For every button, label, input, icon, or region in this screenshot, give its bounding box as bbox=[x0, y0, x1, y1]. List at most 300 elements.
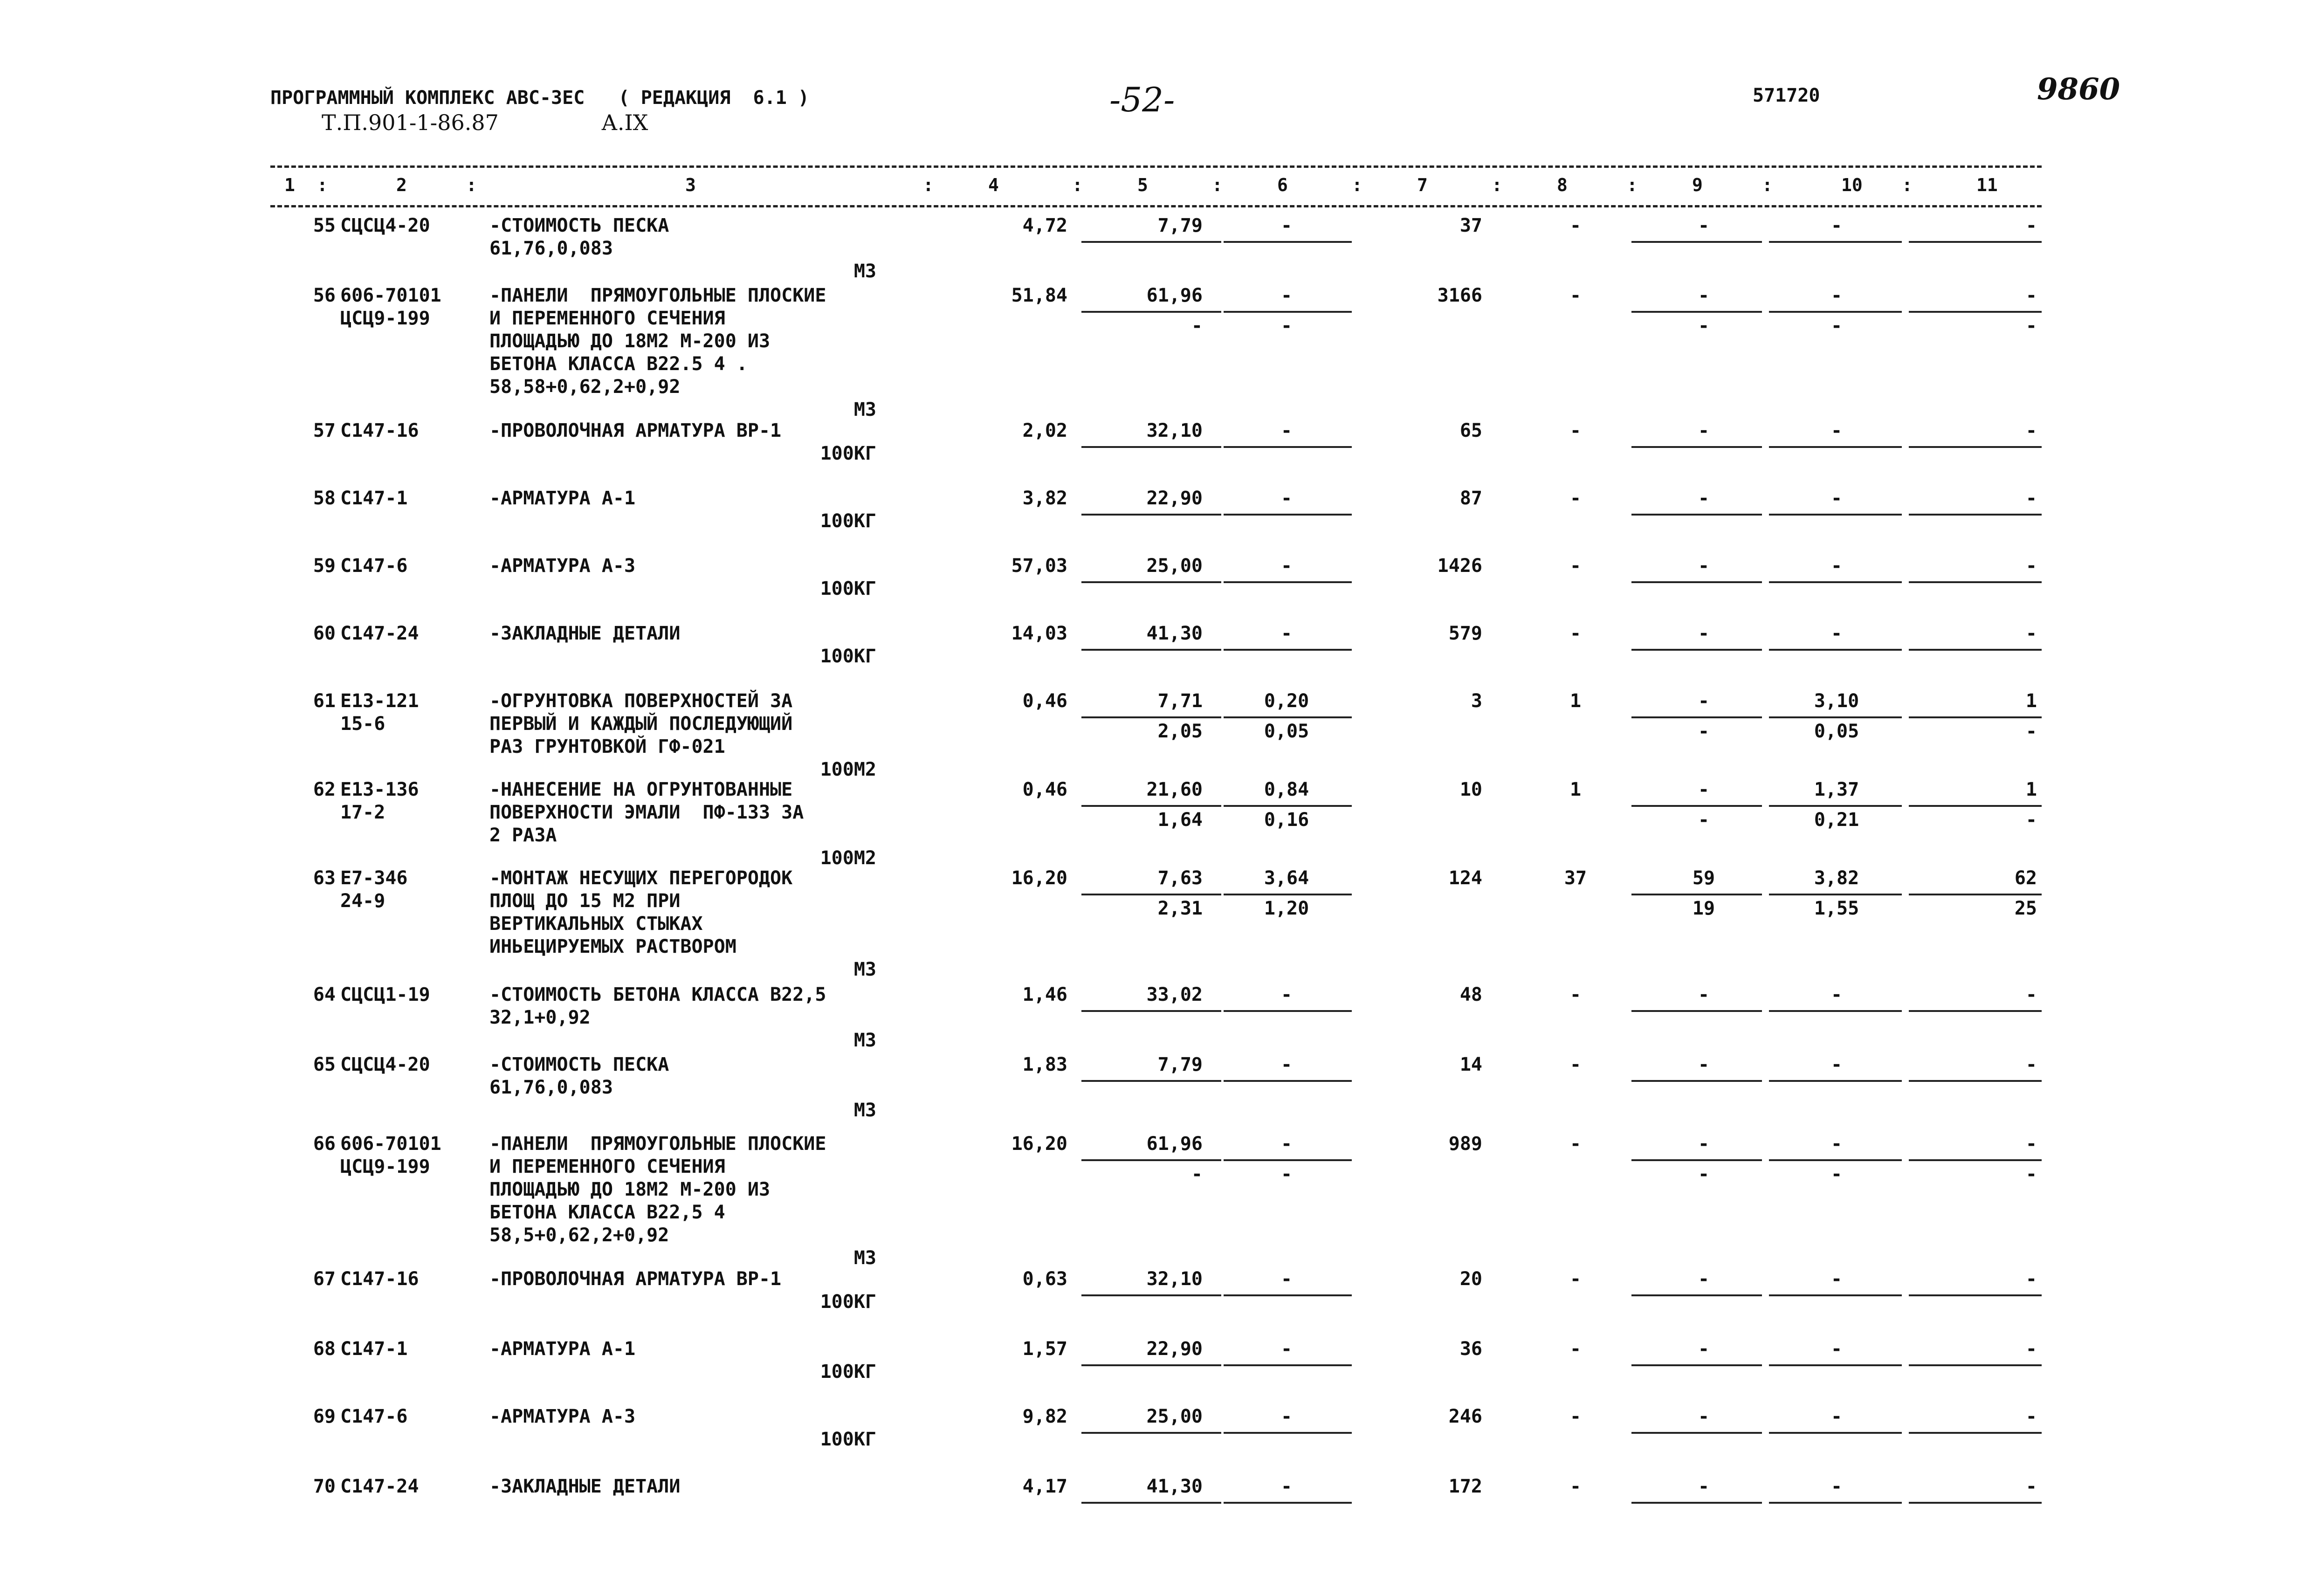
value-c4: 16,20 bbox=[1011, 1133, 1067, 1155]
unit-label: 100КГ bbox=[820, 1361, 876, 1383]
row-number: 63 bbox=[313, 867, 336, 889]
cell-divider-line bbox=[1631, 1294, 1762, 1296]
value-c11: - bbox=[2025, 420, 2037, 441]
cell-divider-line bbox=[1909, 1080, 2042, 1082]
value-c5: 21,60 bbox=[1146, 779, 1203, 800]
value-c7: 48 bbox=[1459, 984, 1482, 1005]
value-c10: 3,82 bbox=[1814, 867, 1859, 889]
value-c7: 246 bbox=[1448, 1406, 1482, 1427]
column-separator: : bbox=[317, 175, 328, 195]
value-c9b: 19 bbox=[1692, 898, 1715, 919]
table-row bbox=[0, 1405, 2312, 1471]
value-c11: - bbox=[2025, 1338, 2037, 1360]
value-c4: 57,03 bbox=[1011, 555, 1067, 577]
cell-divider-line bbox=[1769, 1364, 1902, 1366]
row-number: 62 bbox=[313, 779, 336, 800]
value-c11: 62 bbox=[2014, 867, 2037, 889]
cell-divider-line bbox=[1081, 311, 1221, 313]
value-c11: 1 bbox=[2025, 690, 2037, 712]
value-c4: 0,46 bbox=[1022, 779, 1067, 800]
value-c5b: 2,31 bbox=[1157, 898, 1203, 919]
cell-divider-line bbox=[1909, 1010, 2042, 1012]
value-c9: - bbox=[1698, 215, 1710, 236]
header-top-rule bbox=[270, 165, 2042, 168]
value-c8: - bbox=[1569, 1338, 1582, 1360]
rate-code: СЦСЦ4-20 bbox=[340, 215, 430, 236]
value-c7: 87 bbox=[1459, 488, 1482, 509]
column-separator: : bbox=[1762, 175, 1773, 195]
value-c7: 14 bbox=[1459, 1054, 1482, 1075]
work-description: ИНЬЕЦИРУЕМЫХ РАСТВОРОМ bbox=[489, 936, 736, 957]
rate-code: С147-6 bbox=[340, 555, 408, 577]
unit-label: М3 bbox=[853, 959, 876, 980]
value-c10: - bbox=[1830, 555, 1843, 577]
rate-code: Е7-346 bbox=[340, 867, 408, 889]
value-c4: 0,63 bbox=[1022, 1268, 1067, 1290]
row-number: 64 bbox=[313, 984, 336, 1005]
cell-divider-line bbox=[1224, 716, 1352, 718]
value-c5: 32,10 bbox=[1146, 420, 1203, 441]
cell-divider-line bbox=[1769, 1010, 1902, 1012]
value-c5b: - bbox=[1191, 1163, 1203, 1185]
unit-label: 100КГ bbox=[820, 510, 876, 532]
table-row bbox=[0, 1268, 2312, 1333]
cell-divider-line bbox=[1909, 581, 2042, 583]
value-c7: 37 bbox=[1459, 215, 1482, 236]
value-c4: 3,82 bbox=[1022, 488, 1067, 509]
cell-divider-line bbox=[1224, 649, 1352, 651]
value-c10: - bbox=[1830, 1268, 1843, 1290]
value-c8: - bbox=[1569, 488, 1582, 509]
value-c8: - bbox=[1569, 555, 1582, 577]
value-c6b: 1,20 bbox=[1264, 898, 1309, 919]
value-c11: - bbox=[2025, 1476, 2037, 1497]
cell-divider-line bbox=[1909, 1364, 2042, 1366]
value-c10b: 0,21 bbox=[1814, 809, 1859, 831]
cell-divider-line bbox=[1631, 1502, 1762, 1504]
value-c9: - bbox=[1698, 1406, 1710, 1427]
rate-code: С147-1 bbox=[340, 1338, 408, 1360]
value-c11: - bbox=[2025, 215, 2037, 236]
value-c6: - bbox=[1280, 984, 1293, 1005]
rate-code: 17-2 bbox=[340, 802, 385, 823]
value-c7: 172 bbox=[1448, 1476, 1482, 1497]
cell-divider-line bbox=[1909, 805, 2042, 807]
work-description: -СТОИМОСТЬ ПЕСКА bbox=[489, 1054, 669, 1075]
value-c4: 16,20 bbox=[1011, 867, 1067, 889]
value-c6: - bbox=[1280, 420, 1293, 441]
work-description: -МОНТАЖ НЕСУЩИХ ПЕРЕГОРОДОК bbox=[489, 867, 793, 889]
cell-divider-line bbox=[1631, 514, 1762, 516]
cell-divider-line bbox=[1081, 1502, 1221, 1504]
cell-divider-line bbox=[1769, 1294, 1902, 1296]
column-number: 2 bbox=[396, 175, 407, 195]
row-number: 60 bbox=[313, 623, 336, 644]
unit-label: 100М2 bbox=[820, 847, 876, 869]
cell-divider-line bbox=[1224, 1080, 1352, 1082]
cell-divider-line bbox=[1631, 1159, 1762, 1161]
value-c9: - bbox=[1698, 285, 1710, 306]
value-c9: - bbox=[1698, 420, 1710, 441]
value-c11: - bbox=[2025, 984, 2037, 1005]
cell-divider-line bbox=[1631, 805, 1762, 807]
value-c6: - bbox=[1280, 285, 1293, 306]
value-c9: - bbox=[1698, 555, 1710, 577]
cell-divider-line bbox=[1909, 649, 2042, 651]
value-c5: 25,00 bbox=[1146, 1406, 1203, 1427]
value-c9: - bbox=[1698, 1268, 1710, 1290]
column-separator: : bbox=[1902, 175, 1913, 195]
cell-divider-line bbox=[1909, 1159, 2042, 1161]
value-c5: 7,79 bbox=[1157, 215, 1203, 236]
value-c6b: 0,05 bbox=[1264, 721, 1309, 742]
table-row bbox=[0, 1053, 2312, 1119]
work-description: ВЕРТИКАЛЬНЫХ СТЫКАХ bbox=[489, 913, 703, 935]
value-c6: - bbox=[1280, 1133, 1293, 1155]
rate-code: ЦСЦ9-199 bbox=[340, 1156, 430, 1177]
cell-divider-line bbox=[1631, 581, 1762, 583]
unit-label: М3 bbox=[853, 1100, 876, 1121]
value-c5: 33,02 bbox=[1146, 984, 1203, 1005]
cell-divider-line bbox=[1769, 1502, 1902, 1504]
value-c11b: 25 bbox=[2014, 898, 2037, 919]
row-number: 66 bbox=[313, 1133, 336, 1155]
cell-divider-line bbox=[1224, 514, 1352, 516]
row-number: 68 bbox=[313, 1338, 336, 1360]
work-description: -ПРОВОЛОЧНАЯ АРМАТУРА ВР-1 bbox=[489, 420, 782, 441]
rate-code: С147-16 bbox=[340, 1268, 419, 1290]
rate-code: Е13-136 bbox=[340, 779, 419, 800]
value-c11b: - bbox=[2025, 721, 2037, 742]
value-c6b: - bbox=[1280, 1163, 1293, 1185]
column-number: 7 bbox=[1417, 175, 1428, 195]
value-c8: - bbox=[1569, 1268, 1582, 1290]
value-c6: - bbox=[1280, 1476, 1293, 1497]
value-c6: - bbox=[1280, 1054, 1293, 1075]
work-description: РАЗ ГРУНТОВКОЙ ГФ-021 bbox=[489, 736, 725, 757]
value-c9b: - bbox=[1698, 1163, 1710, 1185]
value-c11: - bbox=[2025, 623, 2037, 644]
work-description: И ПЕРЕМЕННОГО СЕЧЕНИЯ bbox=[489, 308, 725, 329]
value-c8: - bbox=[1569, 1406, 1582, 1427]
work-description: БЕТОНА КЛАССА В22,5 4 bbox=[489, 1202, 725, 1223]
cell-divider-line bbox=[1909, 514, 2042, 516]
unit-label: М3 bbox=[853, 261, 876, 282]
row-number: 70 bbox=[313, 1476, 336, 1497]
value-c6b: - bbox=[1280, 315, 1293, 337]
value-c4: 1,46 bbox=[1022, 984, 1067, 1005]
value-c9: - bbox=[1698, 1338, 1710, 1360]
cell-divider-line bbox=[1081, 581, 1221, 583]
column-separator: : bbox=[1072, 175, 1083, 195]
cell-divider-line bbox=[1081, 241, 1221, 243]
column-separator: : bbox=[466, 175, 477, 195]
cell-divider-line bbox=[1769, 1432, 1902, 1434]
column-number: 10 bbox=[1841, 175, 1863, 195]
work-description: -АРМАТУРА А-1 bbox=[489, 1338, 636, 1360]
value-c7: 3 bbox=[1471, 690, 1482, 712]
value-c10: - bbox=[1830, 1476, 1843, 1497]
cell-divider-line bbox=[1769, 649, 1902, 651]
cell-divider-line bbox=[1081, 1159, 1221, 1161]
value-c7: 20 bbox=[1459, 1268, 1482, 1290]
cell-divider-line bbox=[1909, 311, 2042, 313]
value-c10: - bbox=[1830, 1133, 1843, 1155]
work-description: -ПРОВОЛОЧНАЯ АРМАТУРА ВР-1 bbox=[489, 1268, 782, 1290]
page-number: -52- bbox=[1109, 80, 1175, 119]
cell-divider-line bbox=[1769, 716, 1902, 718]
value-c5: 41,30 bbox=[1146, 1476, 1203, 1497]
cell-divider-line bbox=[1769, 805, 1902, 807]
work-description: -НАНЕСЕНИЕ НА ОГРУНТОВАННЫЕ bbox=[489, 779, 793, 800]
value-c10: - bbox=[1830, 1054, 1843, 1075]
work-description: ПЕРВЫЙ И КАЖДЫЙ ПОСЛЕДУЮЩИЙ bbox=[489, 713, 793, 735]
rate-code: 606-70101 bbox=[340, 285, 441, 306]
row-number: 65 bbox=[313, 1054, 336, 1075]
rate-code: С147-16 bbox=[340, 420, 419, 441]
work-description: ПЛОЩАДЬЮ ДО 18М2 М-200 ИЗ bbox=[489, 1179, 771, 1200]
cell-divider-line bbox=[1081, 649, 1221, 651]
cell-divider-line bbox=[1224, 1502, 1352, 1504]
value-c5: 22,90 bbox=[1146, 488, 1203, 509]
value-c7: 579 bbox=[1448, 623, 1482, 644]
table-row bbox=[0, 690, 2312, 780]
cell-divider-line bbox=[1081, 716, 1221, 718]
unit-label: М3 bbox=[853, 399, 876, 420]
value-c4: 4,72 bbox=[1022, 215, 1067, 236]
work-description: 2 РАЗА bbox=[489, 825, 557, 846]
row-number: 69 bbox=[313, 1406, 336, 1427]
table-row bbox=[0, 420, 2312, 485]
cell-divider-line bbox=[1224, 241, 1352, 243]
rate-code: С147-24 bbox=[340, 1476, 419, 1497]
value-c8: 1 bbox=[1569, 690, 1582, 712]
value-c5: 22,90 bbox=[1146, 1338, 1203, 1360]
unit-label: 100КГ bbox=[820, 443, 876, 464]
table-row bbox=[0, 778, 2312, 869]
work-description: ПОВЕРХНОСТИ ЭМАЛИ ПФ-133 ЗА bbox=[489, 802, 804, 823]
work-description: -ПАНЕЛИ ПРЯМОУГОЛЬНЫЕ ПЛОСКИЕ bbox=[489, 1133, 826, 1155]
cell-divider-line bbox=[1631, 1080, 1762, 1082]
column-number: 4 bbox=[988, 175, 999, 195]
work-description: -ЗАКЛАДНЫЕ ДЕТАЛИ bbox=[489, 1476, 681, 1497]
column-number: 9 bbox=[1692, 175, 1703, 195]
column-number: 6 bbox=[1277, 175, 1288, 195]
cell-divider-line bbox=[1631, 446, 1762, 448]
work-description: 58,5+0,62,2+0,92 bbox=[489, 1225, 669, 1246]
rate-code: Е13-121 bbox=[340, 690, 419, 712]
value-c8: 37 bbox=[1564, 867, 1587, 889]
value-c6: - bbox=[1280, 1268, 1293, 1290]
value-c5: 7,63 bbox=[1157, 867, 1203, 889]
work-description: -АРМАТУРА А-3 bbox=[489, 1406, 636, 1427]
value-c10: 3,10 bbox=[1814, 690, 1859, 712]
row-number: 57 bbox=[313, 420, 336, 441]
value-c11b: - bbox=[2025, 1163, 2037, 1185]
value-c5: 61,96 bbox=[1146, 1133, 1203, 1155]
cell-divider-line bbox=[1631, 716, 1762, 718]
value-c9: - bbox=[1698, 1476, 1710, 1497]
table-row bbox=[0, 214, 2312, 280]
value-c11: - bbox=[2025, 555, 2037, 577]
row-number: 61 bbox=[313, 690, 336, 712]
value-c5b: 1,64 bbox=[1157, 809, 1203, 831]
cell-divider-line bbox=[1769, 581, 1902, 583]
cell-divider-line bbox=[1631, 649, 1762, 651]
cell-divider-line bbox=[1081, 805, 1221, 807]
value-c10: - bbox=[1830, 623, 1843, 644]
cell-divider-line bbox=[1769, 446, 1902, 448]
value-c6: 0,84 bbox=[1264, 779, 1309, 800]
work-description: ПЛОЩАДЬЮ ДО 18М2 М-200 ИЗ bbox=[489, 330, 771, 352]
cell-divider-line bbox=[1769, 241, 1902, 243]
cell-divider-line bbox=[1909, 894, 2042, 895]
value-c9: - bbox=[1698, 779, 1710, 800]
unit-label: 100М2 bbox=[820, 759, 876, 780]
value-c11: - bbox=[2025, 1406, 2037, 1427]
value-c9b: - bbox=[1698, 809, 1710, 831]
work-description: -СТОИМОСТЬ БЕТОНА КЛАССА В22,5 bbox=[489, 984, 826, 1005]
work-description: 61,76,0,083 bbox=[489, 1077, 613, 1098]
value-c11: - bbox=[2025, 1268, 2037, 1290]
value-c8: 1 bbox=[1569, 779, 1582, 800]
cell-divider-line bbox=[1631, 1364, 1762, 1366]
value-c4: 1,57 bbox=[1022, 1338, 1067, 1360]
value-c11: - bbox=[2025, 1054, 2037, 1075]
value-c11b: - bbox=[2025, 809, 2037, 831]
value-c8: - bbox=[1569, 1476, 1582, 1497]
work-description: -ЗАКЛАДНЫЕ ДЕТАЛИ bbox=[489, 623, 681, 644]
column-separator: : bbox=[1212, 175, 1223, 195]
value-c9: - bbox=[1698, 1054, 1710, 1075]
value-c5: 61,96 bbox=[1146, 285, 1203, 306]
cell-divider-line bbox=[1081, 1364, 1221, 1366]
unit-label: М3 bbox=[853, 1247, 876, 1269]
work-description: -СТОИМОСТЬ ПЕСКА bbox=[489, 215, 669, 236]
table-row bbox=[0, 555, 2312, 620]
column-separator: : bbox=[1352, 175, 1362, 195]
value-c10: - bbox=[1830, 285, 1843, 306]
cell-divider-line bbox=[1224, 581, 1352, 583]
work-description: -АРМАТУРА А-3 bbox=[489, 555, 636, 577]
cell-divider-line bbox=[1081, 446, 1221, 448]
header-bottom-rule bbox=[270, 205, 2042, 207]
value-c8: - bbox=[1569, 984, 1582, 1005]
unit-label: 100КГ bbox=[820, 646, 876, 667]
value-c6: 3,64 bbox=[1264, 867, 1309, 889]
cell-divider-line bbox=[1224, 1432, 1352, 1434]
cell-divider-line bbox=[1081, 894, 1221, 895]
value-c11b: - bbox=[2025, 315, 2037, 337]
cell-divider-line bbox=[1224, 311, 1352, 313]
cell-divider-line bbox=[1909, 1502, 2042, 1504]
rate-code: С147-24 bbox=[340, 623, 419, 644]
value-c6b: 0,16 bbox=[1264, 809, 1309, 831]
value-c10: - bbox=[1830, 1406, 1843, 1427]
value-c6: - bbox=[1280, 488, 1293, 509]
value-c11: 1 bbox=[2025, 779, 2037, 800]
value-c5: 25,00 bbox=[1146, 555, 1203, 577]
row-number: 55 bbox=[313, 215, 336, 236]
value-c9b: - bbox=[1698, 721, 1710, 742]
cell-divider-line bbox=[1631, 311, 1762, 313]
cell-divider-line bbox=[1081, 514, 1221, 516]
cell-divider-line bbox=[1769, 514, 1902, 516]
cell-divider-line bbox=[1909, 446, 2042, 448]
rate-code: 15-6 bbox=[340, 713, 385, 735]
cell-divider-line bbox=[1224, 894, 1352, 895]
rate-code: СЦСЦ1-19 bbox=[340, 984, 430, 1005]
value-c10b: 0,05 bbox=[1814, 721, 1859, 742]
rate-code: 606-70101 bbox=[340, 1133, 441, 1155]
value-c5: 7,71 bbox=[1157, 690, 1203, 712]
table-row bbox=[0, 867, 2312, 980]
value-c6: - bbox=[1280, 1338, 1293, 1360]
work-description: И ПЕРЕМЕННОГО СЕЧЕНИЯ bbox=[489, 1156, 725, 1177]
column-number: 8 bbox=[1557, 175, 1568, 195]
value-c8: - bbox=[1569, 215, 1582, 236]
value-c10: - bbox=[1830, 215, 1843, 236]
album-label: А.IX bbox=[601, 110, 648, 135]
rate-code: СЦСЦ4-20 bbox=[340, 1054, 430, 1075]
value-c10: - bbox=[1830, 420, 1843, 441]
value-c9: - bbox=[1698, 690, 1710, 712]
cell-divider-line bbox=[1081, 1432, 1221, 1434]
cell-divider-line bbox=[1909, 1432, 2042, 1434]
value-c4: 4,17 bbox=[1022, 1476, 1067, 1497]
column-separator: : bbox=[1492, 175, 1502, 195]
cell-divider-line bbox=[1224, 1364, 1352, 1366]
cell-divider-line bbox=[1631, 1432, 1762, 1434]
value-c10: 1,37 bbox=[1814, 779, 1859, 800]
value-c11: - bbox=[2025, 488, 2037, 509]
project-code: Т.П.901-1-86.87 bbox=[322, 110, 499, 135]
work-description: БЕТОНА КЛАССА В22.5 4 . bbox=[489, 353, 748, 375]
table-row bbox=[0, 1338, 2312, 1403]
value-c10b: 1,55 bbox=[1814, 898, 1859, 919]
value-c10b: - bbox=[1830, 315, 1843, 337]
cell-divider-line bbox=[1081, 1294, 1221, 1296]
cell-divider-line bbox=[1224, 1010, 1352, 1012]
cell-divider-line bbox=[1631, 1010, 1762, 1012]
value-c8: - bbox=[1569, 420, 1582, 441]
cell-divider-line bbox=[1224, 1294, 1352, 1296]
value-c8: - bbox=[1569, 623, 1582, 644]
rate-code: 24-9 bbox=[340, 890, 385, 912]
value-c9: - bbox=[1698, 488, 1710, 509]
value-c4: 0,46 bbox=[1022, 690, 1067, 712]
unit-label: 100КГ bbox=[820, 1291, 876, 1313]
table-row bbox=[0, 622, 2312, 688]
table-row bbox=[0, 487, 2312, 552]
value-c7: 989 bbox=[1448, 1133, 1482, 1155]
value-c5: 7,79 bbox=[1157, 1054, 1203, 1075]
value-c7: 10 bbox=[1459, 779, 1482, 800]
work-description: 61,76,0,083 bbox=[489, 238, 613, 259]
row-number: 58 bbox=[313, 488, 336, 509]
column-number: 11 bbox=[1976, 175, 1998, 195]
cell-divider-line bbox=[1224, 805, 1352, 807]
sheet-number: 9860 bbox=[2037, 72, 2120, 107]
value-c9: - bbox=[1698, 984, 1710, 1005]
cell-divider-line bbox=[1224, 446, 1352, 448]
value-c7: 3166 bbox=[1437, 285, 1482, 306]
value-c6: - bbox=[1280, 555, 1293, 577]
table-row bbox=[0, 984, 2312, 1049]
work-description: 58,58+0,62,2+0,92 bbox=[489, 376, 681, 398]
column-number: 1 bbox=[284, 175, 295, 195]
value-c10: - bbox=[1830, 984, 1843, 1005]
